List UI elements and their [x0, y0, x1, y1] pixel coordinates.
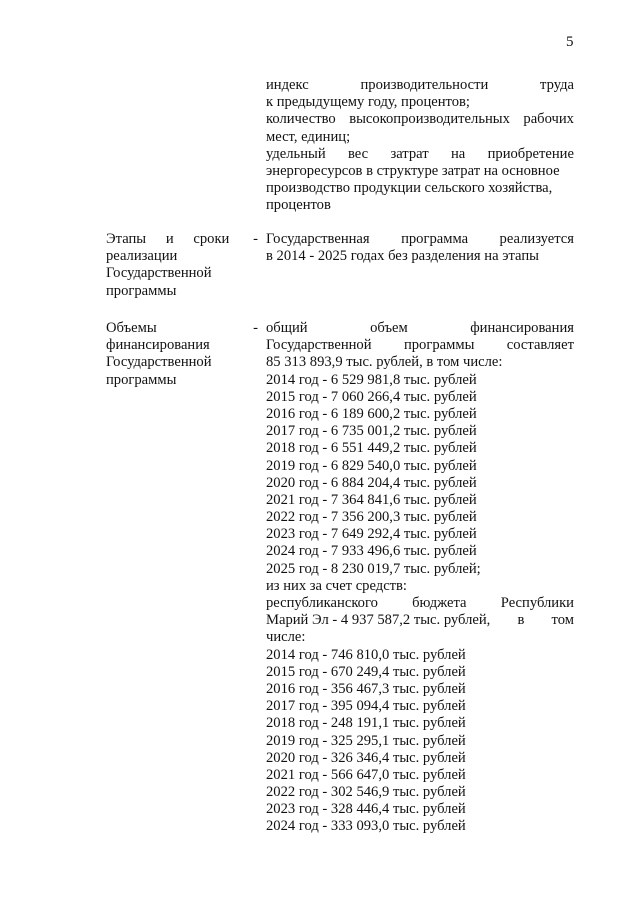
label-line: Государственной — [106, 265, 212, 282]
word: вес — [347, 145, 369, 162]
year-amount: 2016 год - 356 467,3 тыс. рублей — [266, 680, 466, 697]
word: и — [165, 231, 174, 247]
label-line: программы — [106, 282, 177, 299]
page-number: 5 — [566, 34, 574, 50]
word: в — [517, 612, 525, 629]
label-line: Государственной — [106, 354, 212, 371]
total-by-year-list — [266, 372, 574, 578]
funding-text — [266, 320, 574, 836]
year-amount: 2019 год - 6 829 540,0 тыс. рублей — [266, 457, 477, 474]
label-line: реализации — [106, 248, 178, 265]
indicator-line — [266, 111, 574, 128]
word: затрат — [390, 145, 429, 162]
year-amount: 2014 год - 746 810,0 тыс. рублей — [266, 646, 466, 663]
year-amount: 2021 год - 566 647,0 тыс. рублей — [266, 766, 466, 783]
word: индекс — [266, 77, 309, 93]
dash: - — [253, 320, 258, 336]
indicator-line: процентов — [266, 197, 331, 214]
year-amount: 2021 год - 7 364 841,6 тыс. рублей — [266, 491, 477, 508]
label-line — [106, 231, 258, 248]
text-line — [266, 595, 574, 612]
year-amount: 2020 год - 6 884 204,4 тыс. рублей — [266, 474, 477, 491]
word: производительности — [360, 77, 489, 93]
year-amount: 2018 год - 6 551 449,2 тыс. рублей — [266, 440, 477, 457]
republic-by-year-list — [266, 647, 574, 836]
year-amount: 2016 год - 6 189 600,2 тыс. рублей — [266, 405, 477, 422]
word: труда — [540, 77, 574, 93]
indicator-line — [266, 77, 574, 94]
text-line — [266, 320, 574, 337]
dash: - — [253, 231, 258, 247]
stages-label — [106, 231, 258, 300]
word: Республики — [500, 595, 574, 611]
year-amount: 2025 год - 8 230 019,7 тыс. рублей; — [266, 560, 481, 577]
indicators-continued — [266, 77, 574, 215]
word: составляет — [506, 337, 574, 354]
year-amount: 2015 год - 670 249,4 тыс. рублей — [266, 663, 466, 680]
year-amount: 2017 год - 395 094,4 тыс. рублей — [266, 698, 466, 715]
year-amount: 2019 год - 325 295,1 тыс. рублей — [266, 732, 466, 749]
text-line: в 2014 - 2025 годах без разделения на этапы — [266, 248, 539, 265]
word: Государственной — [266, 337, 372, 354]
year-amount: 2017 год - 6 735 001,2 тыс. рублей — [266, 423, 477, 440]
indicator-line: производство продукции сельского хозяйства, — [266, 180, 553, 197]
indicator-line: мест, единиц; — [266, 128, 351, 145]
text-line: 85 313 893,9 тыс. рублей, в том числе: — [266, 354, 503, 371]
label-line: программы — [106, 371, 177, 388]
label-line: финансирования — [106, 337, 210, 354]
year-amount: 2014 год - 6 529 981,8 тыс. рублей — [266, 371, 477, 388]
label-line — [106, 320, 258, 337]
stages-text — [266, 231, 574, 265]
year-amount: 2024 год - 333 093,0 тыс. рублей — [266, 818, 466, 835]
word: Этапы — [106, 231, 147, 247]
word: удельный — [266, 145, 326, 162]
word: рабочих — [523, 111, 574, 128]
word: реализуется — [499, 231, 574, 247]
word: программы — [403, 337, 475, 354]
text-line — [266, 231, 574, 248]
word: финансирования — [470, 320, 574, 336]
year-amount: 2023 год - 7 649 292,4 тыс. рублей — [266, 526, 477, 543]
word: сроки — [193, 231, 230, 247]
year-amount: 2022 год - 302 546,9 тыс. рублей — [266, 784, 466, 801]
year-amount: 2024 год - 7 933 496,6 тыс. рублей — [266, 543, 477, 560]
word: количество — [266, 111, 336, 128]
year-amount: 2015 год - 7 060 266,4 тыс. рублей — [266, 388, 477, 405]
word: том — [551, 612, 574, 629]
word: на — [450, 145, 466, 162]
year-amount: 2023 год - 328 446,4 тыс. рублей — [266, 801, 466, 818]
funding-label — [106, 320, 258, 389]
indicator-line: к предыдущему году, процентов; — [266, 94, 470, 111]
text-line — [266, 337, 574, 354]
word: Марий Эл - 4 937 587,2 тыс. рублей, — [266, 612, 491, 629]
word: Государственная — [266, 231, 370, 247]
word: высокопроизводительных — [349, 111, 510, 128]
word: бюджета — [412, 595, 467, 611]
text-line: числе: — [266, 629, 306, 646]
text-line: из них за счет средств: — [266, 577, 407, 594]
year-amount: 2022 год - 7 356 200,3 тыс. рублей — [266, 509, 477, 526]
year-amount: 2020 год - 326 346,4 тыс. рублей — [266, 749, 466, 766]
word: программа — [401, 231, 469, 247]
word: Объемы — [106, 320, 157, 336]
indicator-line: энергоресурсов в структуре затрат на основное — [266, 162, 560, 179]
text-line — [266, 612, 574, 629]
word: республиканского — [266, 595, 378, 611]
year-amount: 2018 год - 248 191,1 тыс. рублей — [266, 715, 466, 732]
indicator-line — [266, 146, 574, 163]
word: общий — [266, 320, 308, 336]
word: объем — [370, 320, 408, 336]
word: приобретение — [487, 145, 574, 162]
